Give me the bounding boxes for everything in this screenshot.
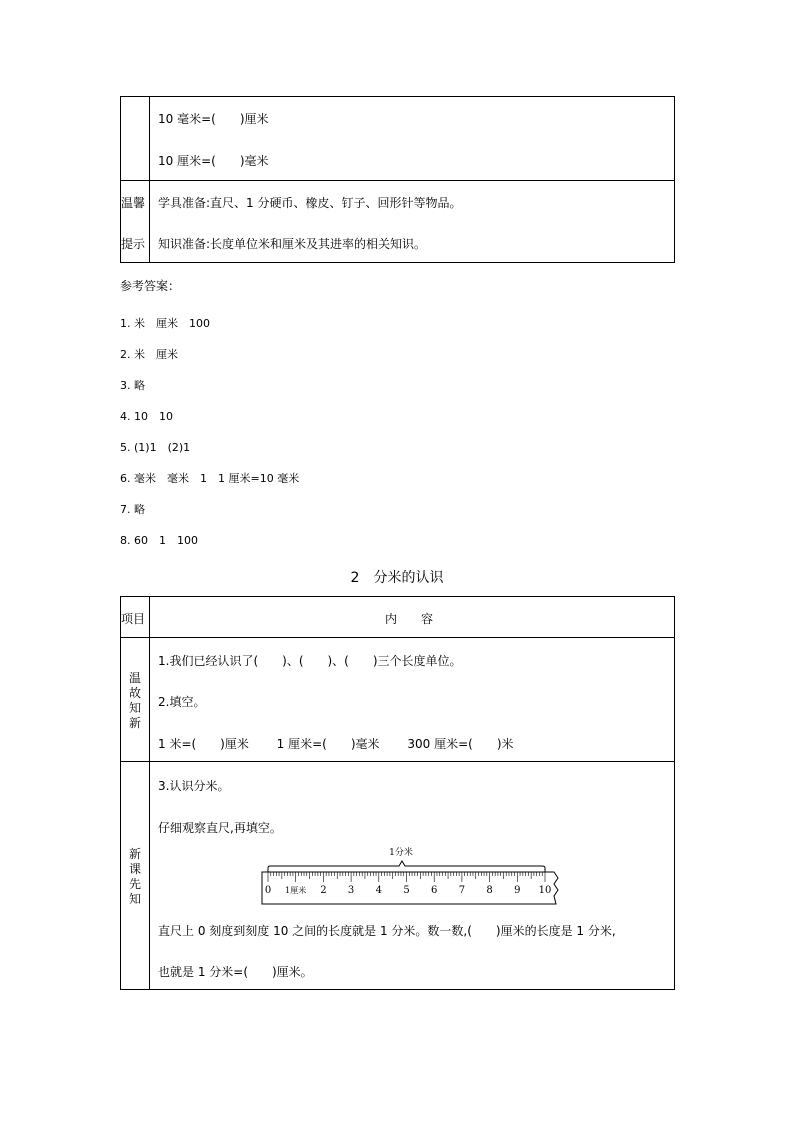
brace-label: 1分米 [389,848,413,858]
review-label-char: 知 [128,701,141,715]
preview-label-char: 先 [128,877,141,891]
preview-label [128,847,142,907]
tips-label-1: 温馨 [121,196,146,210]
tips-line-knowledge: 知识准备:长度单位米和厘米及其进率的相关知识。 [158,237,427,251]
answer-item: 1. 米 厘米 100 [120,317,210,330]
answer-item: 5. (1)1 (2)1 [120,441,191,454]
answer-item: 4. 10 10 [120,410,173,423]
ruler-unit-label: 1厘米 [285,886,307,895]
answers-heading: 参考答案： [120,279,181,293]
top-table-side-cell [121,97,150,181]
ruler-tick-label: 4 [375,885,382,896]
preview-line-1: 3.认识分米。 [158,779,230,793]
ruler-tick-label: 5 [403,885,410,896]
review-label [128,671,142,731]
ruler-tick-label: 9 [514,885,521,896]
ruler-illustration [258,840,562,908]
answer-item: 8. 60 1 100 [120,534,198,547]
answer-item: 6. 毫米 毫米 1 1 厘米=10 毫米 [120,472,300,485]
preview-label-char: 知 [128,892,141,906]
answer-item: 7. 略 [120,503,145,516]
ruler-tick-label: 6 [431,885,438,896]
review-label-char: 新 [128,716,141,730]
header-content: 内 容 [385,612,434,626]
header-project: 项目 [121,612,146,626]
ruler-tick-label: 2 [320,885,327,896]
section-title: 2 分米的认识 [350,570,444,586]
tips-line-tools: 学具准备:直尺、1 分硬币、橡皮、钉子、回形针等物品。 [158,196,462,210]
preview-label-char: 新 [128,847,141,861]
review-label-char: 温 [128,671,141,685]
ruler-tick-label: 10 [538,885,552,896]
ruler-tick-label: 8 [486,885,493,896]
preview-line-4: 也就是 1 分米=( )厘米。 [158,965,313,979]
preview-label-char: 课 [128,862,141,876]
review-line-3: 1 米=( )厘米 1 厘米=( )毫米 300 厘米=( )米 [158,737,514,751]
ruler-tick-label: 7 [458,885,466,896]
answer-item: 2. 米 厘米 [120,348,178,361]
ruler-tick-label: 3 [347,885,355,896]
preview-line-3: 直尺上 0 刻度到刻度 10 之间的长度就是 1 分米。数一数,( )厘米的长度是 1 分米, [158,924,616,938]
conversion-line-cm-mm: 10 厘米=( )毫米 [158,154,269,168]
review-label-char: 故 [128,686,141,700]
preview-line-2: 仔细观察直尺,再填空。 [158,821,282,835]
ruler-tick-label: 0 [264,885,272,896]
review-line-1: 1.我们已经认识了( )、( )、( )三个长度单位。 [158,654,462,668]
answer-item: 3. 略 [120,379,145,392]
conversion-line-mm-cm: 10 毫米=( )厘米 [158,112,269,126]
tips-label-2: 提示 [121,237,146,251]
review-line-2: 2.填空。 [158,695,206,709]
